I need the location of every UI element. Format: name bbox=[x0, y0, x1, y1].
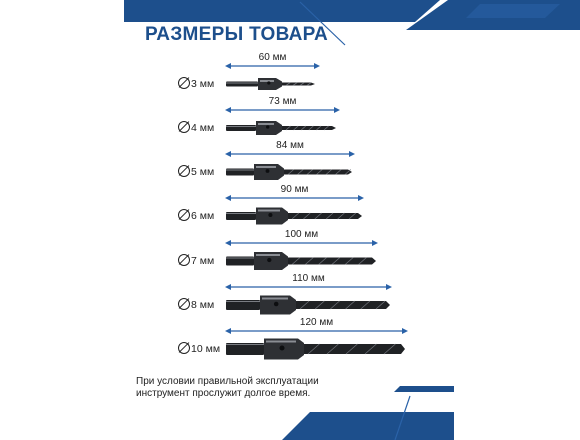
collar-highlight bbox=[260, 80, 274, 82]
footer-note bbox=[136, 376, 396, 400]
length-label: 73 мм bbox=[268, 96, 297, 107]
drill-row bbox=[225, 240, 378, 270]
diameter-value: 3 мм bbox=[191, 78, 215, 90]
drill-row bbox=[225, 151, 355, 180]
footer-line-2: инструмент прослужит долгое время. bbox=[136, 388, 311, 399]
shank-highlight bbox=[226, 83, 258, 84]
diameter-value: 7 мм bbox=[191, 255, 215, 267]
drill-bit bbox=[288, 213, 362, 219]
diameter-label bbox=[178, 209, 226, 223]
set-screw bbox=[268, 213, 272, 217]
diameter-icon bbox=[178, 254, 190, 266]
diameter-icon bbox=[178, 121, 190, 133]
drill-shank bbox=[226, 125, 256, 131]
diameter-icon bbox=[178, 209, 190, 221]
collar-highlight bbox=[256, 254, 280, 256]
diameter-icon bbox=[178, 298, 190, 310]
collar-highlight bbox=[262, 298, 288, 300]
set-screw bbox=[267, 81, 270, 84]
collar-highlight bbox=[258, 210, 280, 212]
collar-highlight bbox=[266, 341, 296, 343]
shank-highlight bbox=[226, 344, 264, 345]
collar-highlight bbox=[256, 166, 276, 168]
set-screw bbox=[274, 302, 279, 307]
length-label: 100 мм bbox=[284, 229, 319, 240]
diameter-label bbox=[178, 121, 226, 135]
diameter-value: 10 мм bbox=[191, 343, 221, 355]
set-screw bbox=[279, 345, 284, 350]
diameter-value: 8 мм bbox=[191, 299, 215, 311]
shank-highlight bbox=[226, 301, 260, 302]
drill-row bbox=[225, 107, 340, 135]
length-label: 90 мм bbox=[280, 184, 309, 195]
length-label: 110 мм bbox=[292, 273, 325, 284]
shank-highlight bbox=[226, 213, 256, 214]
diameter-icon bbox=[178, 77, 190, 89]
diameter-label bbox=[178, 165, 226, 179]
shank-highlight bbox=[226, 258, 254, 259]
diameter-label bbox=[178, 77, 226, 91]
set-screw bbox=[266, 169, 270, 173]
diameter-icon bbox=[178, 165, 190, 177]
drill-bit bbox=[296, 301, 390, 309]
diameter-value: 6 мм bbox=[191, 210, 215, 222]
drill-row bbox=[225, 328, 408, 360]
diameter-label bbox=[178, 254, 226, 268]
drill-row bbox=[225, 195, 364, 225]
diameter-label bbox=[178, 298, 226, 312]
length-label: 60 мм bbox=[258, 52, 287, 63]
drill-shank bbox=[226, 82, 258, 87]
diameter-label bbox=[178, 342, 226, 356]
length-label: 120 мм bbox=[299, 317, 334, 328]
diameter-icon bbox=[178, 342, 190, 354]
diameter-value: 5 мм bbox=[191, 166, 215, 178]
shank-highlight bbox=[226, 126, 256, 127]
drill-row bbox=[225, 284, 392, 315]
drill-row bbox=[225, 63, 320, 90]
set-screw bbox=[266, 125, 269, 128]
footer-line-1: При условии правильной эксплуатации bbox=[136, 376, 319, 387]
shank-highlight bbox=[226, 170, 254, 171]
collar-highlight bbox=[258, 123, 274, 125]
diameter-value: 4 мм bbox=[191, 122, 215, 134]
drill-bit bbox=[284, 170, 352, 175]
length-label: 84 мм bbox=[276, 140, 304, 151]
set-screw bbox=[267, 258, 271, 262]
page-title: РАЗМЕРЫ ТОВАРА bbox=[145, 24, 329, 45]
